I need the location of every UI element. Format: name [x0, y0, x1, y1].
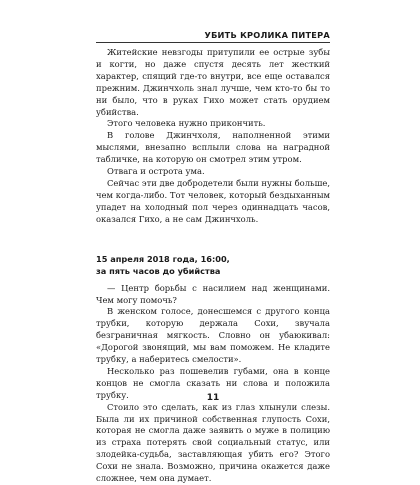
header-rule: [96, 42, 330, 43]
running-head: УБИТЬ КРОЛИКА ПИТЕРА: [204, 30, 330, 40]
paragraph: Стоило это сделать, как из глаз хлынули слезы. Была ли их причиной собственная глупость Сохи, которая не смогла даже заявить о муже в полицию из страха потерять свой социальный статус, или злодейка-судьба, заставляющая убить его? Этого Сохи не знала. Возможно, причина окажется даже сложнее, чем она думает.: [96, 401, 330, 484]
paragraph: Сейчас эти две добродетели были нужны больше, чем когда-либо. Тот человек, который бездыханным упадет на холодный пол через одиннадцать часов, оказался Гихо, а не сам Джинчхоль.: [96, 177, 330, 224]
page-number: 11: [206, 393, 220, 403]
paragraph: В женском голосе, донесшемся с другого конца трубки, которую держала Сохи, звучала безграничная мягкость. Словно он убаюкивал: «Дорогой звонящий, мы вам поможем. Не кладите трубку, а наберитесь смелости».: [96, 306, 330, 365]
paragraph: Житейские невзгоды притупили ее острые зубы и когти, но даже спустя десять лет жесткий характер, спящий где-то внутри, все еще оставался прежним. Джинчхоль знал лучше, чем кто-то бы то ни было, что в руках Гихо может стать орудием убийства.: [96, 47, 330, 117]
section-heading: [96, 253, 330, 277]
body-text: [96, 47, 330, 485]
paragraph: Отвага и острота ума.: [107, 166, 205, 177]
paragraph: — Центр борьбы с насилием над женщинами. Чем могу помочь?: [96, 282, 330, 305]
paragraph: Несколько раз пошевелив губами, она в конце концов не смогла сказать ни слова и положила трубку.: [96, 365, 330, 400]
section-heading-subtitle: за пять часов до убийства: [96, 265, 221, 276]
paragraph: Этого человека нужно прикончить.: [107, 118, 266, 129]
paragraph: В голове Джинчхоля, наполненной этими мыслями, внезапно всплыли слова на наградной табличке, на которую он смотрел этим утром.: [96, 130, 330, 165]
section-heading-date: 15 апреля 2018 года, 16:00,: [96, 253, 230, 264]
